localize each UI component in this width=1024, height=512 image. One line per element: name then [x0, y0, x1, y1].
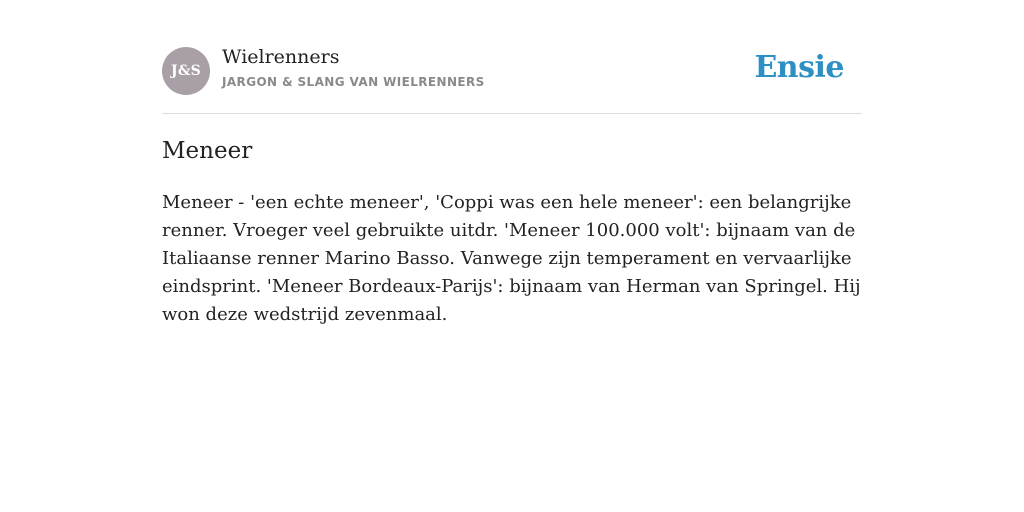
- site-subtitle: JARGON & SLANG VAN WIELRENNERS: [222, 75, 485, 89]
- header: [162, 0, 862, 114]
- site-title[interactable]: Wielrenners: [222, 46, 340, 68]
- page-title: Meneer: [162, 138, 253, 164]
- avatar[interactable]: J&S: [162, 47, 210, 95]
- brand-logo[interactable]: Ensie: [754, 50, 844, 85]
- entry-card: [162, 0, 862, 325]
- definition-text: Meneer - 'een echte meneer', 'Coppi was een hele meneer': een belangrijke renner. Vroeger veel gebruikte uitdr. 'Meneer 100.000 volt': bijnaam van de Italiaanse renner Marino Basso. Vanwege zijn temperament en vervaarlijke eindsprint. 'Meneer Bordeaux-Parijs': bijnaam van Herman van Springel. Hij won deze wedstrijd zevenmaal.: [162, 192, 861, 325]
